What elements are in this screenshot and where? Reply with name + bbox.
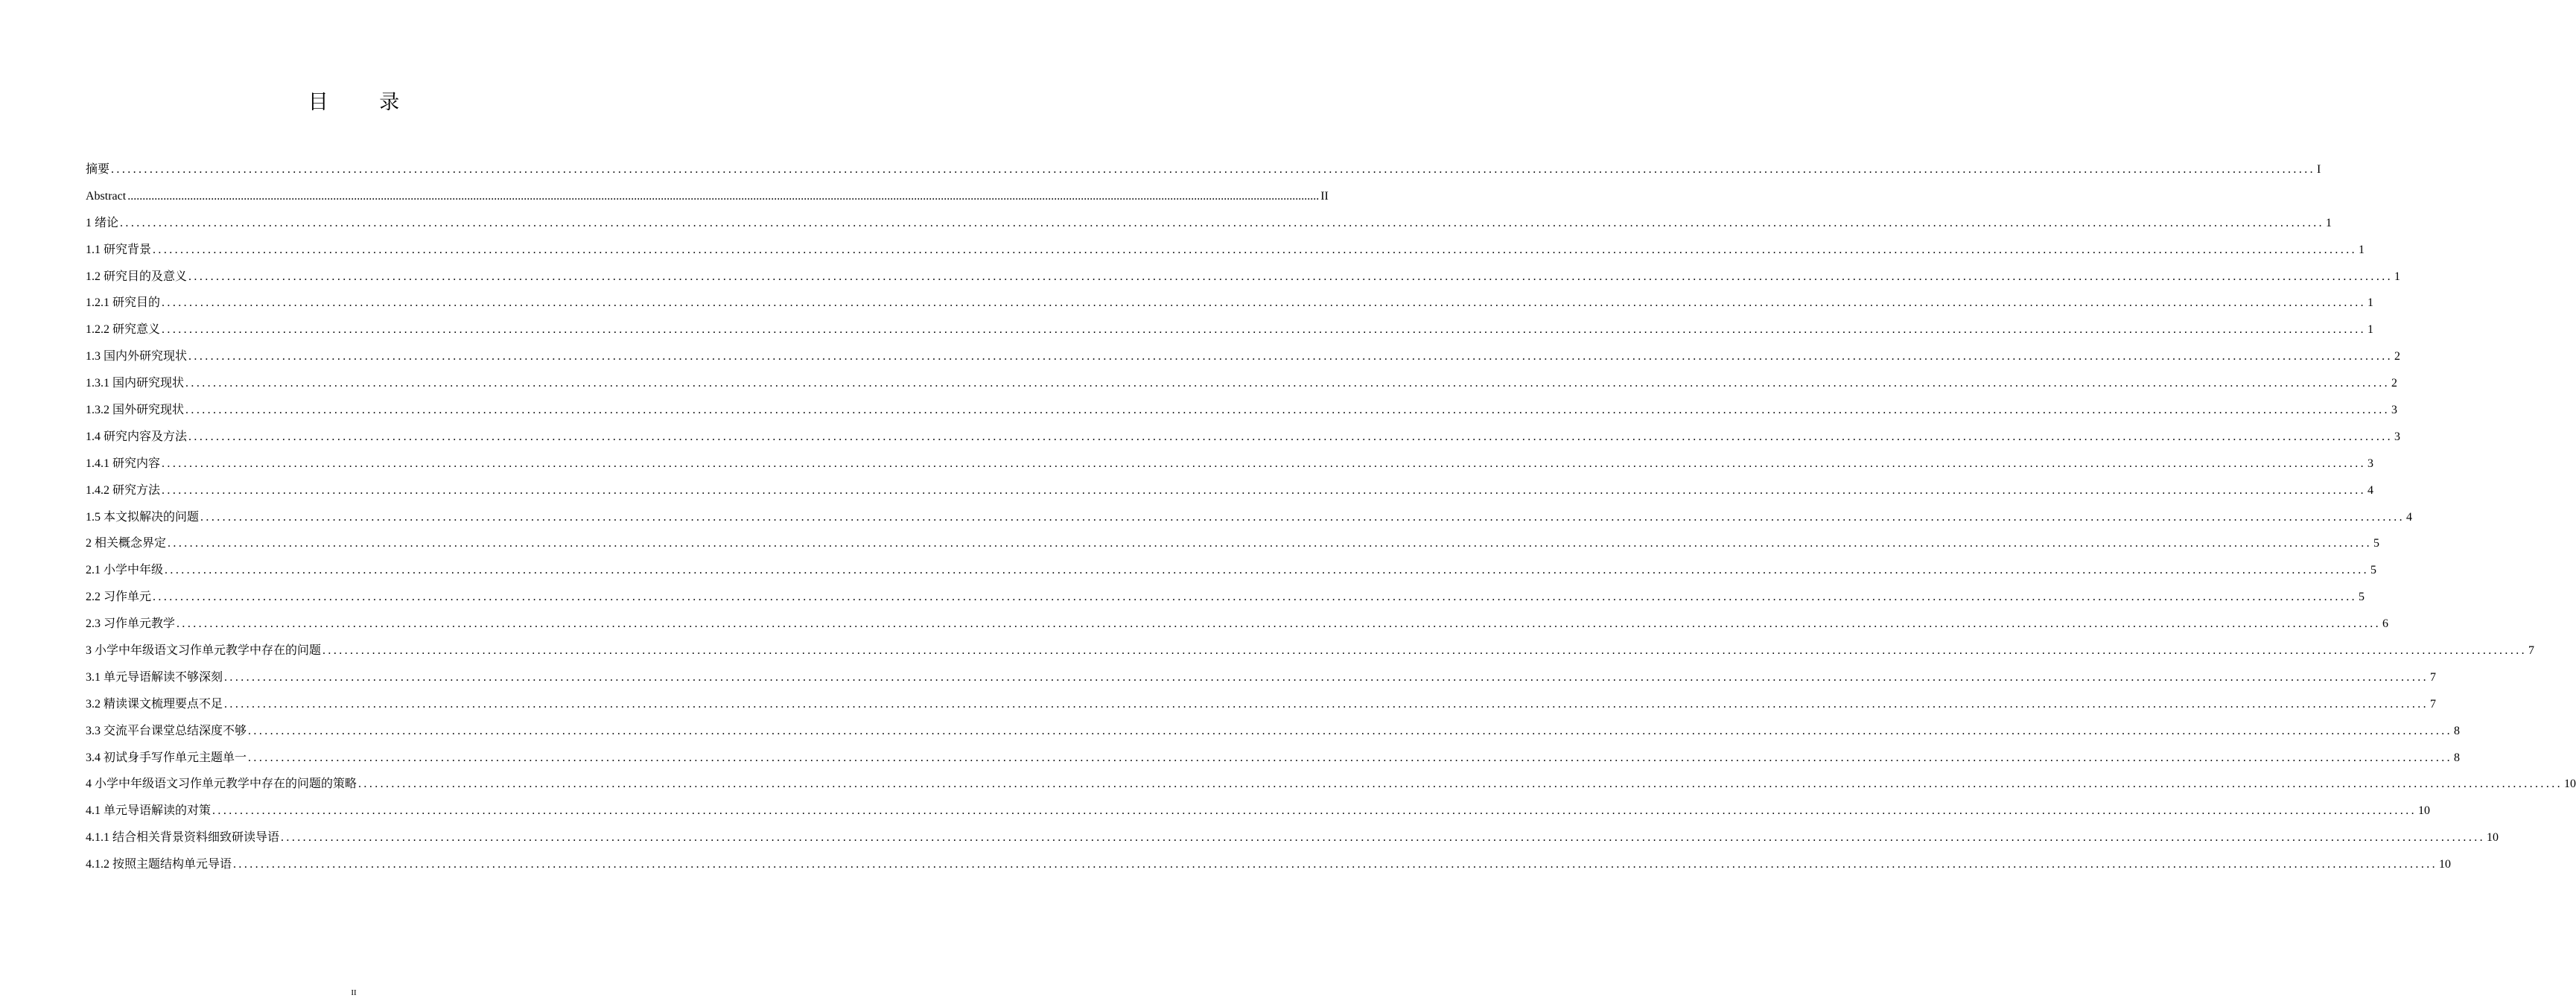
toc-dot-leader: ................................................................................................................................................................................................................................................................................................................................................................................................................	[322, 644, 2528, 658]
toc-entry-page-number: 4	[2406, 510, 2413, 524]
toc-dot-leader: ................................................................................................................................................................................................................................................................................................................................................................................................................	[162, 457, 2367, 470]
toc-entry[interactable]	[86, 424, 2401, 451]
toc-dot-leader: ................................................................................................................................................................................................................................................................................................................................................................................................................	[176, 617, 2382, 631]
toc-entry-page-number: 3	[2394, 430, 2401, 443]
toc-entry-label: 1.2.1 研究目的	[86, 296, 161, 310]
toc-entry-page-number: 10	[2439, 858, 2452, 871]
toc-entry-label: 4.1.1 结合相关背景资料细致研读导语	[86, 831, 280, 845]
toc-entry-label: 1.4.1 研究内容	[86, 457, 161, 470]
toc-entry-label: 3.3 交流平台课堂总结深度不够	[86, 724, 247, 737]
toc-entry-page-number: 3	[2367, 457, 2374, 470]
toc-dot-leader: ................................................................................................................................................................................................................................................................................................................................................................................................................	[358, 778, 2563, 791]
toc-entry[interactable]	[86, 183, 1329, 210]
toc-entry-page-number: I	[2317, 163, 2321, 176]
page-number: II	[351, 988, 357, 997]
toc-entry-label: 4.1 单元导语解读的对策	[86, 804, 212, 818]
toc-entry[interactable]	[86, 343, 2401, 370]
toc-entry-label: 1 绪论	[86, 216, 119, 229]
toc-dot-leader: ................................................................................................................................................................................................................................................................................................................................................................................................................	[200, 510, 2405, 524]
toc-entry[interactable]	[86, 718, 2461, 745]
toc-entry[interactable]	[86, 290, 2374, 317]
toc-entry[interactable]	[86, 370, 2398, 397]
toc-entry-page-number: 1	[2367, 323, 2374, 337]
toc-dot-leader: ................................................................................................................................................................................................................................................................................................................................................................................................................	[162, 323, 2367, 337]
toc-entry-label: 1.5 本文拟解决的问题	[86, 510, 200, 524]
toc-entry[interactable]	[86, 237, 2365, 264]
toc-entry-page-number: 10	[2487, 831, 2499, 845]
toc-entry-label: 3.4 初试身手写作单元主题单一	[86, 751, 247, 764]
toc-entry[interactable]	[86, 851, 2452, 878]
toc-entry-page-number: 1	[2394, 270, 2401, 283]
toc-entry-page-number: 1	[2359, 243, 2365, 256]
toc-entry[interactable]	[86, 745, 2461, 772]
toc-entry-label: 1.2.2 研究意义	[86, 323, 161, 337]
toc-entry-label: 3.1 单元导语解读不够深刻	[86, 670, 223, 684]
toc-entry-label: 4.1.2 按照主题结构单元导语	[86, 858, 232, 871]
toc-entry[interactable]	[86, 477, 2374, 504]
toc-entry-page-number: 1	[2367, 296, 2374, 310]
toc-entry-page-number: 6	[2382, 617, 2389, 631]
toc-entry[interactable]	[86, 638, 2535, 664]
toc-entry-page-number: 1	[2326, 216, 2332, 229]
toc-entry[interactable]	[86, 611, 2389, 638]
toc-entry-label: 2.2 习作单元	[86, 591, 152, 604]
toc-entry-page-number: 5	[2359, 591, 2365, 604]
toc-entry[interactable]	[86, 451, 2374, 477]
toc-dot-leader: ................................................................................................................................................................................................................................................................................................................................................................................................................	[162, 296, 2367, 310]
toc-entry-page-number: 2	[2394, 350, 2401, 363]
toc-entry-page-number: 10	[2418, 804, 2431, 818]
toc-entry-label: Abstract	[86, 189, 127, 203]
toc-entry[interactable]	[86, 397, 2398, 424]
toc-entry-label: 1.3.1 国内研究现状	[86, 377, 185, 390]
toc-dot-leader: ................................................................................................................................................................................................................................................................................................................................................................................................................	[281, 831, 2486, 845]
toc-entry[interactable]	[86, 824, 2499, 851]
toc-entry-label: 1.3 国内外研究现状	[86, 350, 188, 363]
toc-dot-leader: ................................................................................................................................................................................................................................................................................................................................................................................................................	[224, 670, 2429, 684]
toc-entry-label: 1.3.2 国外研究现状	[86, 404, 185, 417]
toc-entry-page-number: 8	[2454, 751, 2461, 764]
toc-entry[interactable]	[86, 504, 2413, 531]
toc-entry-label: 3.2 精读课文梳理要点不足	[86, 697, 223, 711]
toc-entry-label: 摘要	[86, 163, 110, 176]
toc-dot-leader: ................................................................................................................................................................................................................................................................................................................................................................................................................	[153, 243, 2358, 256]
toc-entry[interactable]	[86, 771, 2576, 798]
toc-dot-leader: ................................................................................................................................................................................................................................................................................................................................................................................................................	[168, 537, 2373, 550]
page-title: 目 录	[308, 91, 422, 114]
toc-entry[interactable]	[86, 664, 2437, 691]
toc-entry-page-number: II	[1320, 189, 1329, 203]
toc-dot-leader: ................................................................................................................................................................................................................................................................................................................................................................................................................	[248, 724, 2453, 737]
toc-entry[interactable]	[86, 317, 2374, 343]
toc-entry-label: 4 小学中年级语文习作单元教学中存在的问题的策略	[86, 778, 357, 791]
toc-dot-leader: ................................................................................................................................................................................................................................................................................................................................................................................................................	[188, 270, 2394, 283]
toc-entry-label: 2.3 习作单元教学	[86, 617, 176, 631]
toc-entry-page-number: 4	[2367, 483, 2374, 497]
toc-entry-label: 3 小学中年级语文习作单元教学中存在的问题	[86, 644, 322, 658]
toc-entry[interactable]	[86, 691, 2437, 718]
toc-entry-page-number: 7	[2430, 670, 2437, 684]
toc-entry-label: 1.4.2 研究方法	[86, 483, 161, 497]
toc-dot-leader: ................................................................................................................................................................................................................................................................................................................................................................................................................	[233, 858, 2438, 871]
toc-dot-leader: ................................................................................................................................................................................................................................................................................................................................................................................................................	[185, 404, 2391, 417]
toc-entry-page-number: 2	[2391, 377, 2398, 390]
table-of-contents	[86, 156, 2576, 878]
toc-dot-leader: ................................................................................................................................................................................................................................................................................................................................................................................................................	[153, 591, 2358, 604]
toc-dot-leader: ................................................................................................................................................................................................................................................................................................................................................................................................................	[120, 216, 2325, 229]
toc-entry[interactable]	[86, 264, 2401, 290]
toc-dot-leader: ................................................................................................................................................................................................................................................................................................................................................................................................................	[224, 697, 2429, 711]
toc-entry[interactable]	[86, 798, 2431, 824]
toc-dot-leader: ................................................................................................................................................................................................................................................................................................................................................................................................................	[212, 804, 2417, 818]
toc-entry-page-number: 8	[2454, 724, 2461, 737]
toc-dot-leader: ................................................................................................................................................................................................................................................................................................................................................................................................................	[188, 350, 2394, 363]
toc-entry-page-number: 3	[2391, 404, 2398, 417]
toc-entry-label: 1.4 研究内容及方法	[86, 430, 188, 443]
toc-dot-leader: ................................................................................................................................................................................................................................................................................................................................................................................................................	[127, 189, 1320, 203]
toc-entry[interactable]	[86, 557, 2377, 584]
toc-dot-leader: ................................................................................................................................................................................................................................................................................................................................................................................................................	[165, 564, 2370, 577]
toc-entry-page-number: 5	[2373, 537, 2380, 550]
toc-dot-leader: ................................................................................................................................................................................................................................................................................................................................................................................................................	[162, 483, 2367, 497]
toc-entry-page-number: 7	[2528, 644, 2535, 658]
toc-entry-page-number: 5	[2370, 564, 2377, 577]
toc-entry-label: 2 相关概念界定	[86, 537, 167, 550]
toc-dot-leader: ................................................................................................................................................................................................................................................................................................................................................................................................................	[185, 377, 2391, 390]
toc-entry-label: 1.1 研究背景	[86, 243, 152, 256]
toc-entry[interactable]	[86, 530, 2380, 557]
toc-entry-label: 1.2 研究目的及意义	[86, 270, 188, 283]
toc-dot-leader: ................................................................................................................................................................................................................................................................................................................................................................................................................	[248, 751, 2453, 764]
toc-dot-leader: ................................................................................................................................................................................................................................................................................................................................................................................................................	[188, 430, 2394, 443]
toc-entry[interactable]	[86, 210, 2332, 237]
toc-entry-page-number: 10	[2564, 778, 2576, 791]
toc-dot-leader: ................................................................................................................................................................................................................................................................................................................................................................................................................	[111, 163, 2316, 176]
toc-entry-page-number: 7	[2430, 697, 2437, 711]
toc-entry[interactable]	[86, 156, 2321, 183]
toc-entry-label: 2.1 小学中年级	[86, 564, 164, 577]
toc-entry[interactable]	[86, 584, 2365, 611]
